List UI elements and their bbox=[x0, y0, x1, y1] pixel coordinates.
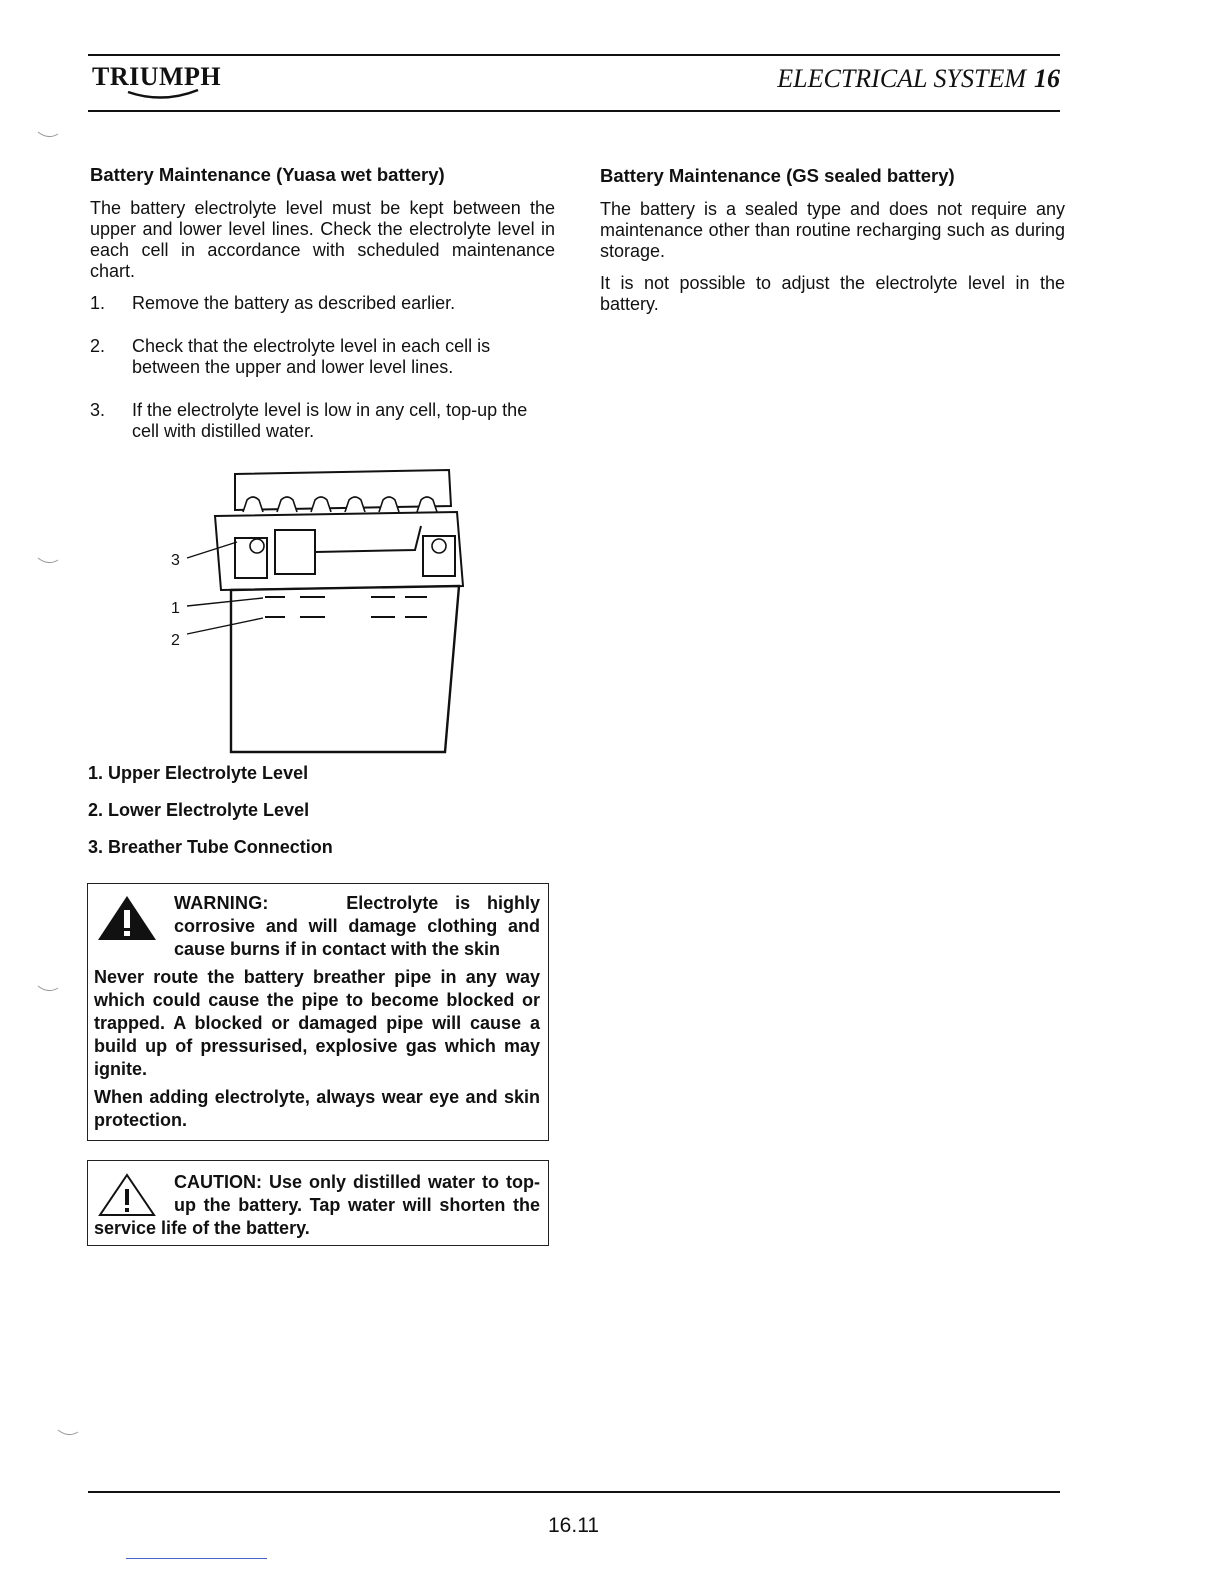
margin-mark bbox=[36, 984, 60, 996]
header-title bbox=[777, 64, 1060, 94]
callout-3: 3 bbox=[171, 552, 180, 569]
triumph-logo bbox=[88, 62, 233, 98]
warning-para-3: When adding electrolyte, always wear eye and skin protection. bbox=[94, 1087, 540, 1130]
page-number: 16.11 bbox=[548, 1514, 599, 1537]
gs-heading: Battery Maintenance (GS sealed battery) bbox=[600, 165, 955, 186]
step-number: 1. bbox=[90, 293, 106, 313]
warning-first-para: corrosive and will damage clothing and cause burns if in contact with the skin bbox=[174, 916, 540, 959]
diagram-legend bbox=[88, 762, 333, 873]
header-bottom-rule bbox=[88, 110, 1060, 112]
step-number: 2. bbox=[90, 336, 106, 356]
legend-item: 3. Breather Tube Connection bbox=[88, 837, 333, 857]
caution-text: Use only distilled water to top-up the battery. Tap water will shorten the service life of the battery. bbox=[94, 1172, 540, 1238]
footer-link-line bbox=[126, 1558, 267, 1559]
footer-rule bbox=[88, 1491, 1060, 1493]
step-item bbox=[90, 336, 555, 378]
caution-box bbox=[87, 1160, 549, 1246]
battery-diagram bbox=[165, 466, 475, 758]
margin-mark bbox=[36, 130, 60, 142]
header-top-rule bbox=[88, 54, 1060, 56]
warning-triangle-icon bbox=[94, 892, 174, 942]
yuasa-intro: The battery electrolyte level must be kept between the upper and lower level lines. Check the electrolyte level in each cell in accordance with scheduled maintenance chart. bbox=[90, 198, 555, 281]
callout-1: 1 bbox=[171, 600, 180, 617]
warning-label: WARNING: bbox=[174, 893, 269, 913]
warning-first-line: Electrolyte is highly bbox=[346, 893, 540, 913]
caution-label: CAUTION: bbox=[174, 1172, 262, 1192]
caution-triangle-icon bbox=[94, 1171, 174, 1217]
step-text: Check that the electrolyte level in each cell is between the upper and lower level lines. bbox=[132, 336, 491, 377]
chapter-number: 16 bbox=[1034, 64, 1060, 93]
left-column bbox=[90, 164, 555, 464]
warning-para-2: Never route the battery breather pipe in any way which could cause the pipe to become blocked or trapped. A blocked or damaged pipe will cause a build up of pressurised, explosive gas which may ignite. bbox=[94, 967, 540, 1079]
legend-item: 2. Lower Electrolyte Level bbox=[88, 800, 310, 820]
yuasa-heading: Battery Maintenance (Yuasa wet battery) bbox=[90, 164, 445, 185]
gs-para-1: The battery is a sealed type and does not require any maintenance other than routine recharging such as during storage. bbox=[600, 199, 1065, 261]
margin-mark bbox=[56, 1428, 80, 1440]
callout-2: 2 bbox=[171, 632, 180, 649]
warning-box bbox=[87, 883, 549, 1141]
step-number: 3. bbox=[90, 400, 106, 420]
gs-para-2: It is not possible to adjust the electrolyte level in the battery. bbox=[600, 273, 1065, 314]
step-text: Remove the battery as described earlier. bbox=[132, 293, 456, 313]
section-title: ELECTRICAL SYSTEM bbox=[777, 64, 1026, 93]
step-item bbox=[90, 400, 555, 442]
step-item bbox=[90, 293, 555, 314]
logo-text: TRIUMPH bbox=[92, 62, 222, 91]
logo-swash-icon bbox=[88, 62, 238, 102]
legend-item: 1. Upper Electrolyte Level bbox=[88, 763, 309, 783]
step-text: If the electrolyte level is low in any cell, top-up the cell with distilled water. bbox=[132, 400, 528, 441]
margin-mark bbox=[36, 556, 60, 568]
right-column bbox=[600, 165, 1065, 326]
